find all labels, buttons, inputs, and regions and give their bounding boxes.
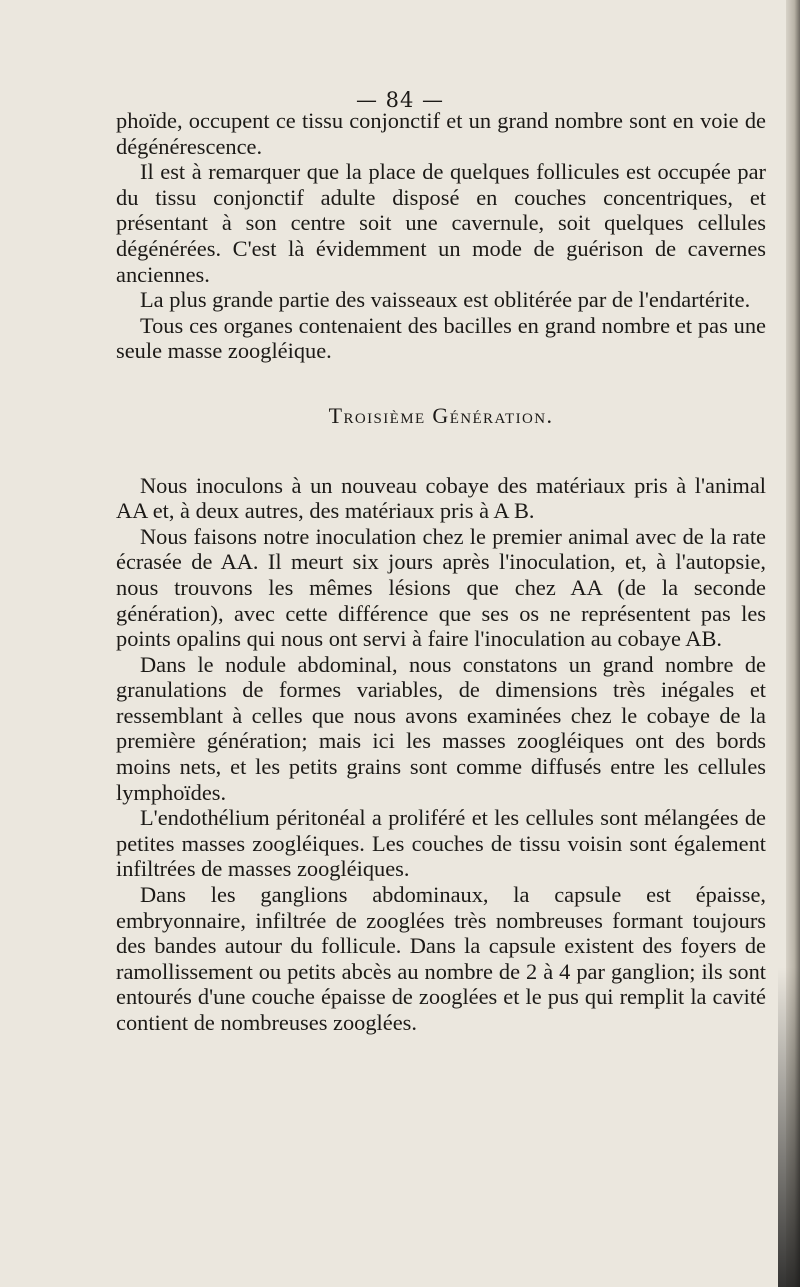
paragraph: Tous ces organes contenaient des bacilles en grand nombre et pas une seule masse zoogléique.: [116, 312, 766, 364]
paragraph: Dans le nodule abdominal, nous constatons un grand nombre de granulations de formes variables, de dimensions très inégales et ressemblant à celles que nous avons examinées chez le cobaye de la première génération; mais ici les masses zoogléiques ont des bords moins nets, et les petits grains sont comme diffusés entre les cellules lymphoïdes.: [116, 651, 766, 805]
page-edge-shadow: [778, 967, 800, 1287]
paragraph: La plus grande partie des vaisseaux est oblitérée par de l'endartérite.: [140, 287, 751, 313]
body-text: [116, 108, 766, 1036]
paragraph: Nous faisons notre inoculation chez le premier animal avec de la rate écrasée de AA. Il meurt six jours après l'inoculation, et, à l'autopsie, nous trouvons les mêmes lésions que chez AA (de la seconde génération), avec cette différence que ses os ne représentent pas les points opalins qui nous ont servi à faire l'inoculation au cobaye AB.: [116, 523, 766, 652]
paragraph: phoïde, occupent ce tissu conjonctif et un grand nombre sont en voie de dégénérescence.: [116, 108, 766, 159]
section-heading: Troisième Génération.: [328, 402, 554, 428]
paragraph: Nous inoculons à un nouveau cobaye des matériaux pris à l'animal AA et, à deux autres, des matériaux pris à A B.: [116, 472, 766, 524]
paragraph: Il est à remarquer que la place de quelques follicules est occupée par du tissu conjonctif adulte disposé en couches concentriques, et présentant à son centre soit une cavernule, soit quelques cellules dégénérées. C'est là évidemment un mode de guérison de cavernes anciennes.: [116, 159, 766, 287]
paragraph: L'endothélium péritonéal a proliféré et les cellules sont mélangées de petites masses zoogléiques. Les couches de tissu voisin sont également infiltrées de masses zoogléiques.: [116, 805, 766, 882]
page-number: — 84 —: [355, 88, 445, 112]
paragraph: Dans les ganglions abdominaux, la capsule est épaisse, embryonnaire, infiltrée de zooglées très nombreuses formant toujours des bandes autour du follicule. Dans la capsule existent des foyers de ramollissement ou petits abcès au nombre de 2 à 4 par ganglion; ils sont entourés d'une couche épaisse de zooglées et le pus qui remplit la cavité contient de nombreuses zooglées.: [116, 882, 766, 1035]
